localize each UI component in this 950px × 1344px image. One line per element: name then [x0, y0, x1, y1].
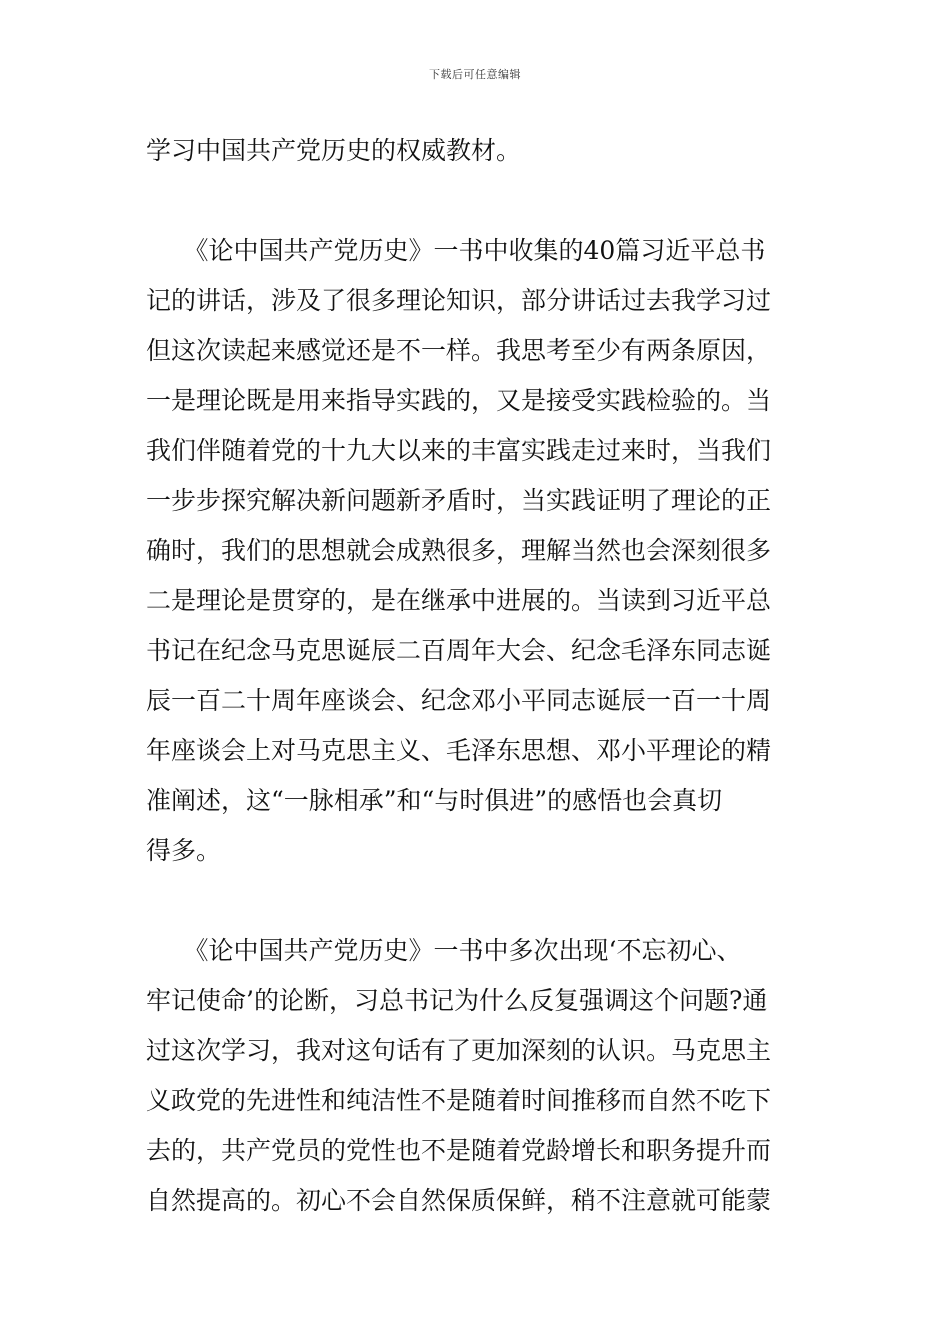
text-line: 《论中国共产党历史》一书中多次出现‘不忘初心、	[146, 936, 742, 965]
text-line: 辰一百二十周年座谈会、纪念邓小平同志诞辰一百一十周	[146, 686, 772, 715]
text-line: 书记在纪念马克思诞辰二百周年大会、纪念毛泽东同志诞	[146, 636, 772, 665]
text-line: 《论中国共产党历史》一书中收集的40篇习近平总书	[146, 236, 766, 265]
text-line: 过这次学习，我对这句话有了更加深刻的认识。马克思主	[146, 1036, 772, 1065]
page-header: 下载后可任意编辑	[429, 68, 521, 81]
document-body	[146, 126, 808, 1226]
text-line: 去的，共产党员的党性也不是随着党龄增长和职务提升而	[146, 1136, 772, 1165]
paragraph-gap	[146, 876, 808, 926]
text-line: 一是理论既是用来指导实践的，又是接受实践检验的。当	[146, 386, 772, 415]
text-line: 学习中国共产党历史的权威教材。	[146, 136, 522, 165]
text-line: 记的讲话，涉及了很多理论知识，部分讲话过去我学习过	[146, 286, 772, 315]
text-line: 确时，我们的思想就会成熟很多，理解当然也会深刻很多	[146, 536, 772, 565]
text-line: 准阐述，这“一脉相承”和“与时俱进”的感悟也会真切	[146, 786, 723, 815]
text-line: 得多。	[146, 836, 222, 865]
text-line: 年座谈会上对马克思主义、毛泽东思想、邓小平理论的精	[146, 736, 772, 765]
text-line: 牢记使命’的论断，习总书记为什么反复强调这个问题?通	[146, 986, 768, 1015]
text-line: 我们伴随着党的十九大以来的丰富实践走过来时，当我们	[146, 436, 772, 465]
text-line: 但这次读起来感觉还是不一样。我思考至少有两条原因，	[146, 336, 772, 365]
text-line: 自然提高的。初心不会自然保质保鲜，稍不注意就可能蒙	[146, 1186, 772, 1215]
text-line: 一步步探究解决新问题新矛盾时，当实践证明了理论的正	[146, 486, 772, 515]
paragraph-gap	[146, 176, 808, 226]
text-line: 义政党的先进性和纯洁性不是随着时间推移而自然不吃下	[146, 1086, 772, 1115]
text-line: 二是理论是贯穿的，是在继承中进展的。当读到习近平总	[146, 586, 772, 615]
